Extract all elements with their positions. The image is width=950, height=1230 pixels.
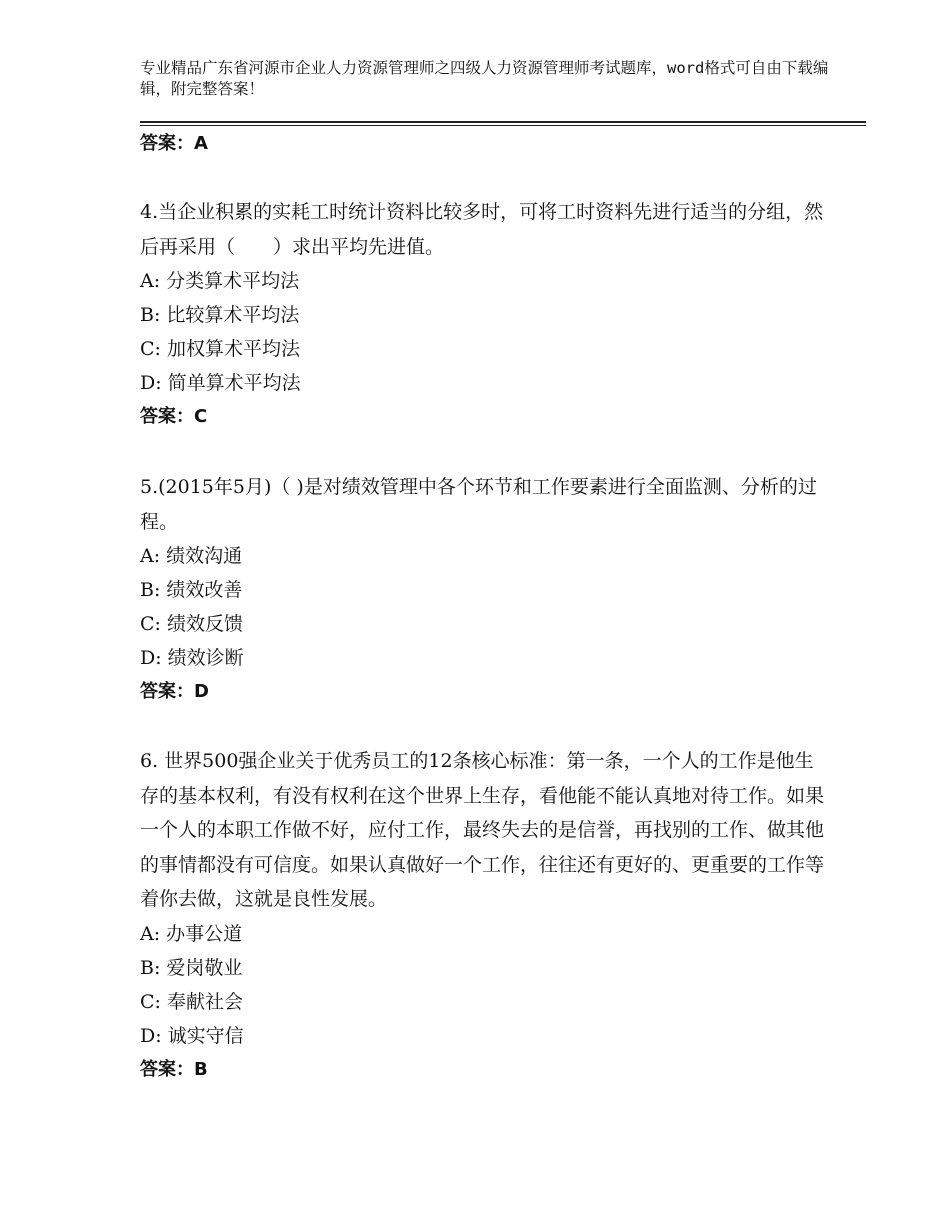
option-c: C: 加权算术平均法 bbox=[140, 338, 300, 360]
option-d: D: 简单算术平均法 bbox=[140, 372, 301, 394]
option-c: C: 绩效反馈 bbox=[140, 613, 243, 635]
question-6 bbox=[140, 744, 830, 1087]
question-answer: 答案：D bbox=[140, 681, 209, 702]
option-a: A: 分类算术平均法 bbox=[140, 270, 300, 292]
previous-answer: 答案：A bbox=[140, 133, 208, 154]
option-d: D: 绩效诊断 bbox=[140, 647, 244, 669]
question-4 bbox=[140, 195, 830, 434]
option-b: B: 爱岗敬业 bbox=[140, 956, 243, 979]
header-rule-thick bbox=[140, 121, 866, 123]
option-c: C: 奉献社会 bbox=[140, 990, 243, 1013]
option-b: B: 比较算术平均法 bbox=[140, 304, 300, 326]
question-answer: 答案：C bbox=[140, 406, 208, 427]
option-d: D: 诚实守信 bbox=[140, 1024, 244, 1047]
question-answer: 答案：B bbox=[140, 1058, 208, 1080]
option-a: A: 办事公道 bbox=[140, 922, 243, 945]
question-stem: 5.(2015年5月)（ )是对绩效管理中各个环节和工作要素进行全面监测、分析的过程。 bbox=[140, 476, 817, 533]
question-stem: 4.当企业积累的实耗工时统计资料比较多时，可将工时资料先进行适当的分组，然后再采用（ ）求出平均先进值。 bbox=[140, 201, 824, 258]
header-rule-thin bbox=[140, 125, 866, 126]
page-header: 专业精品广东省河源市企业人力资源管理师之四级人力资源管理师考试题库，word格式可自由下载编辑，附完整答案！ bbox=[140, 59, 829, 98]
option-b: B: 绩效改善 bbox=[140, 579, 243, 601]
question-5 bbox=[140, 470, 830, 709]
question-list bbox=[140, 127, 830, 1087]
option-a: A: 绩效沟通 bbox=[140, 545, 243, 567]
question-stem: 6. 世界500强企业关于优秀员工的12条核心标准：第一条，一个人的工作是他生存的基本权利，有没有权利在这个世界上生存，看他能不能认真地对待工作。如果一个人的本职工作做不好，应付工作，最终失去的是信誉，再找别的工作、做其他的事情都没有可信度。如果认真做好一个工作，往往还有更好的、更重要的工作等着你去做，这就是良性发展。 bbox=[140, 750, 825, 910]
